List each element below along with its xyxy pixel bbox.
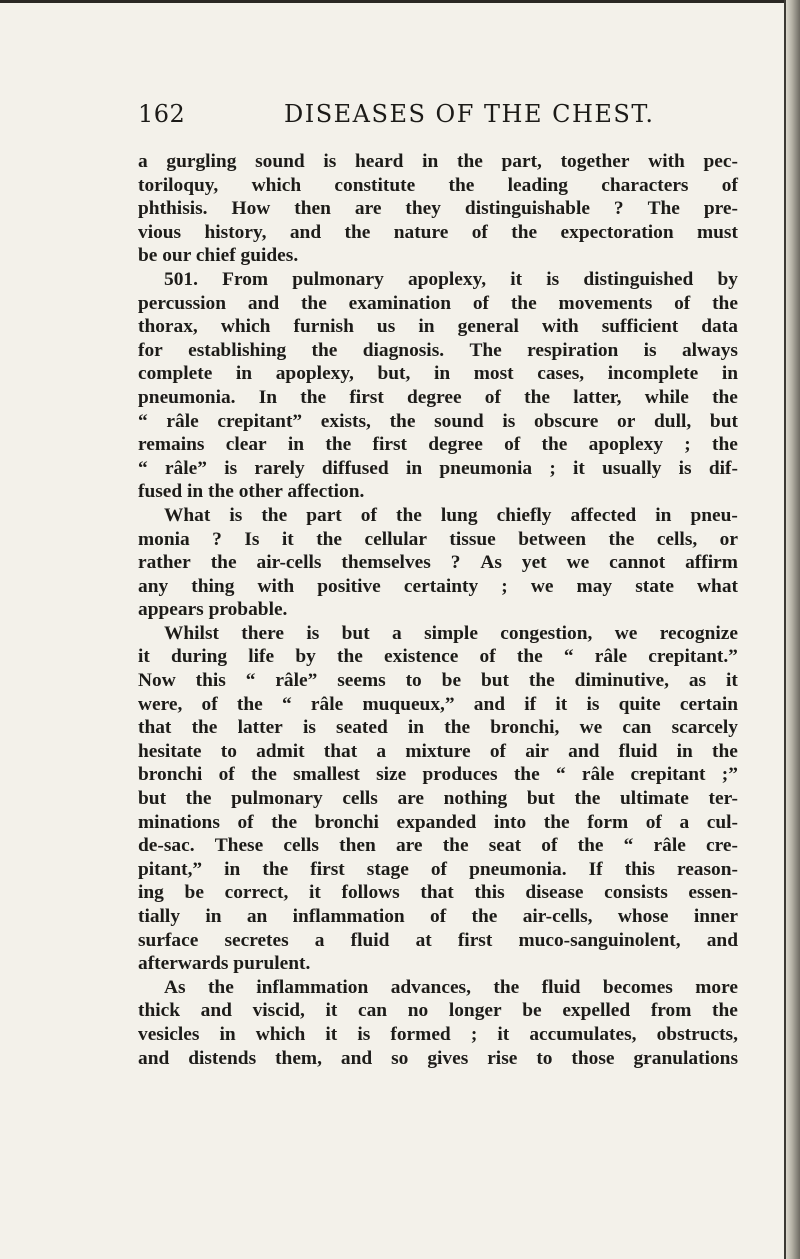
text-line: surface secretes a fluid at first muco-sanguinolent, and	[138, 929, 738, 951]
page-edge-shadow	[786, 0, 800, 1259]
text-line: What is the part of the lung chiefly affected in pneu-	[164, 504, 738, 526]
text-line: any thing with positive certainty ; we may state what	[138, 575, 738, 597]
text-line: be our chief guides.	[138, 245, 299, 267]
text-line: pneumonia. In the first degree of the latter, while the	[138, 386, 738, 408]
running-title: DISEASES OF THE CHEST.	[284, 100, 655, 128]
text-line: afterwards purulent.	[138, 953, 311, 975]
text-line: Now this “ râle” seems to be but the diminutive, as it	[138, 670, 738, 692]
book-page	[138, 100, 738, 1070]
text-line: vesicles in which it is formed ; it accumulates, obstructs,	[138, 1023, 738, 1045]
text-line: ing be correct, it follows that this disease consists essen-	[138, 882, 738, 904]
text-line: but the pulmonary cells are nothing but the ultimate ter-	[138, 788, 738, 810]
text-line: it during life by the existence of the “ râle crepitant.”	[138, 646, 738, 668]
text-line: hesitate to admit that a mixture of air and fluid in the	[138, 740, 738, 762]
text-line: for establishing the diagnosis. The respiration is always	[138, 339, 738, 361]
text-line: monia ? Is it the cellular tissue between the cells, or	[138, 528, 738, 550]
text-line: bronchi of the smallest size produces the “ râle crepitant ;”	[138, 764, 738, 786]
text-line: fused in the other affection.	[138, 481, 365, 503]
text-line: de-sac. These cells then are the seat of the “ râle cre-	[138, 835, 738, 857]
text-line: minations of the bronchi expanded into the form of a cul-	[138, 811, 738, 833]
text-line: As the inflammation advances, the fluid becomes more	[164, 976, 738, 998]
page-number: 162	[138, 100, 186, 128]
text-line: and distends them, and so gives rise to those granulations	[138, 1047, 738, 1069]
text-line: thorax, which furnish us in general with sufficient data	[138, 316, 738, 338]
running-head	[138, 100, 738, 140]
text-line: remains clear in the first degree of the apoplexy ; the	[138, 434, 738, 456]
text-line: a gurgling sound is heard in the part, together with pec-	[138, 151, 738, 172]
text-line: complete in apoplexy, but, in most cases, incomplete in	[138, 363, 738, 385]
text-line: “ râle” is rarely diffused in pneumonia ; it usually is dif-	[138, 457, 738, 479]
text-line: were, of the “ râle muqueux,” and if it is quite certain	[138, 693, 738, 715]
top-scan-edge	[0, 0, 800, 3]
text-line: 501. From pulmonary apoplexy, it is distinguished by	[164, 268, 738, 290]
text-line: thick and viscid, it can no longer be expelled from the	[138, 1000, 738, 1022]
text-line: pitant,” in the first stage of pneumonia. If this reason-	[138, 858, 738, 880]
text-line: tially in an inflammation of the air-cells, whose inner	[138, 906, 738, 927]
text-line: Whilst there is but a simple congestion, we recognize	[164, 622, 738, 644]
text-line: appears probable.	[138, 599, 288, 621]
text-line: vious history, and the nature of the expectoration must	[138, 221, 738, 243]
text-line: that the latter is seated in the bronchi, we can scarcely	[138, 717, 738, 739]
text-line: percussion and the examination of the movements of the	[138, 292, 738, 314]
text-line: toriloquy, which constitute the leading characters of	[138, 174, 738, 196]
body-text	[138, 150, 738, 1070]
text-line: phthisis. How then are they distinguishable ? The pre-	[138, 198, 738, 220]
text-line: rather the air-cells themselves ? As yet we cannot affirm	[138, 552, 738, 574]
text-line: “ râle crepitant” exists, the sound is obscure or dull, but	[138, 410, 738, 432]
